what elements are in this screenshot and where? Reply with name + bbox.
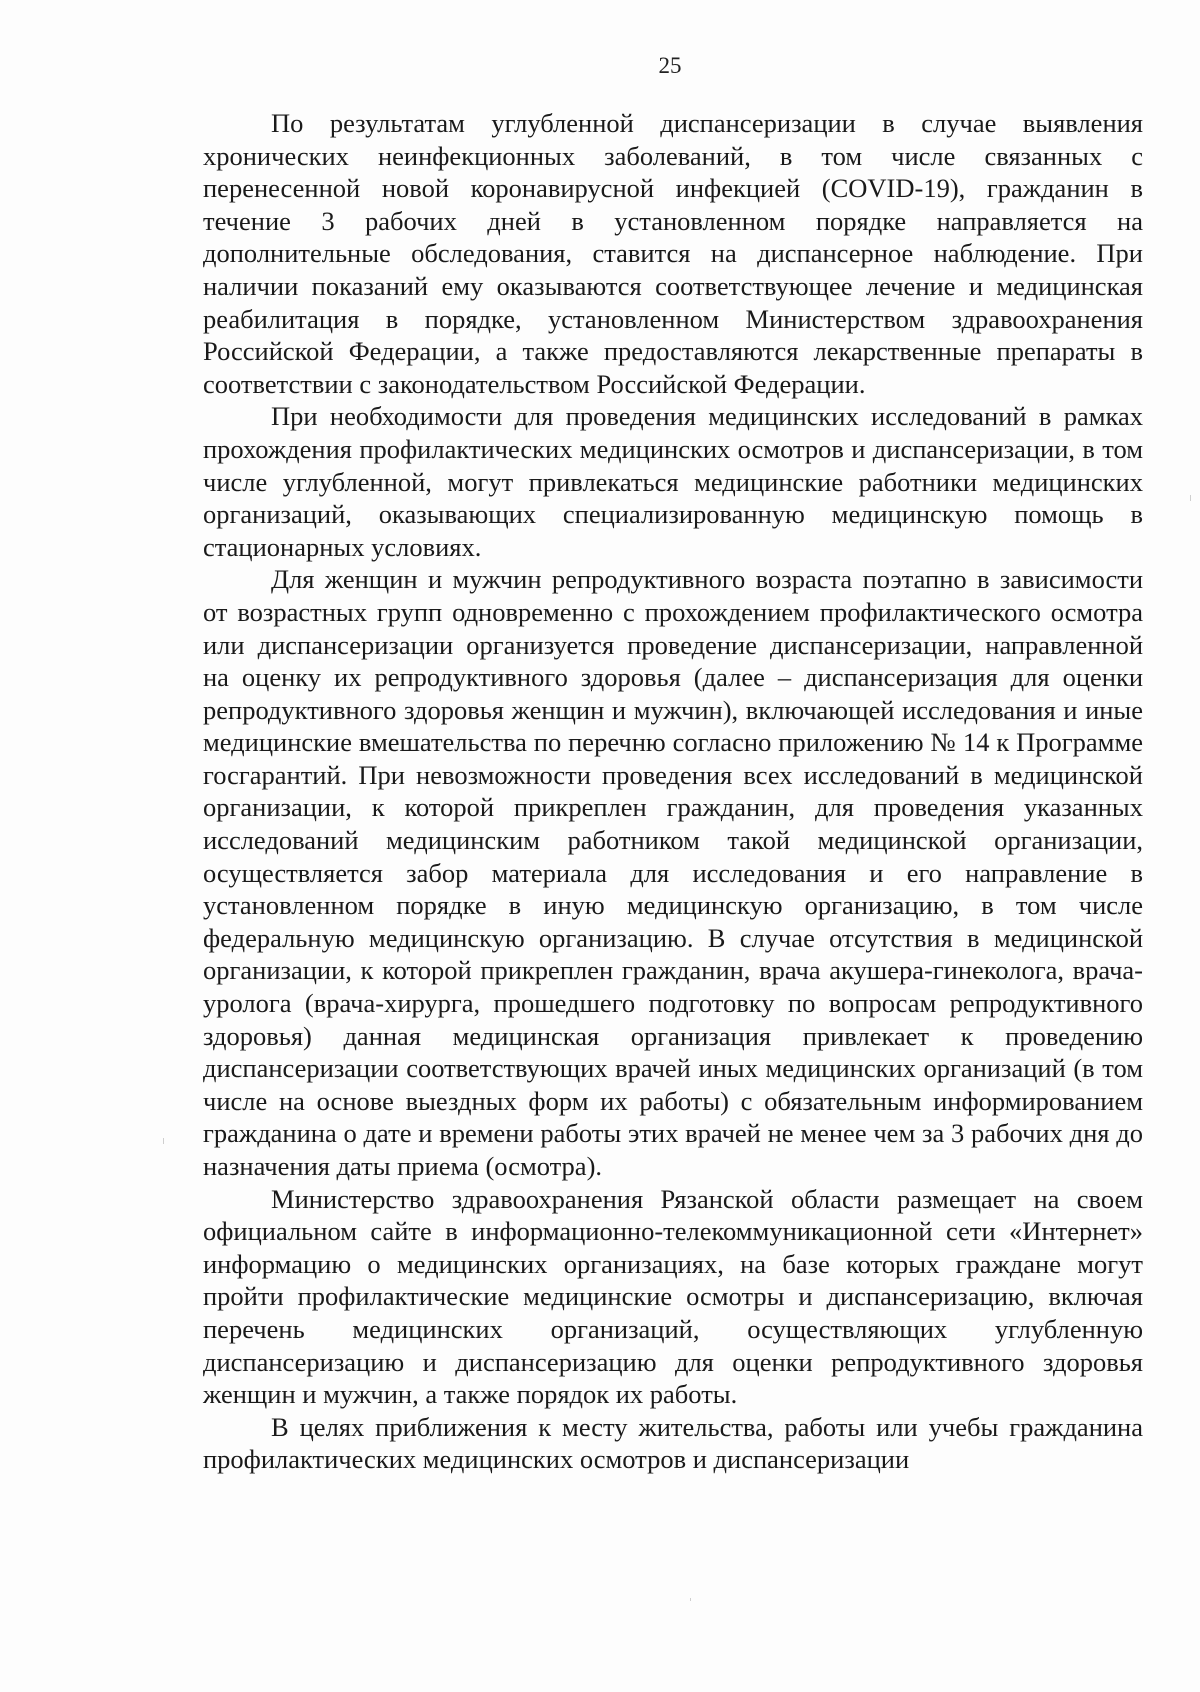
- paragraph-ministry-website: Министерство здравоохранения Рязанской области размещает на своем официальном сайте в информационно-телекоммуникационной сети «Интернет» информацию о медицинских организациях, на базе которых граждане могут пройти профилактические медицинские осмотры и диспансеризацию, включая перечень медицинских организаций, осуществляющих углубленную диспансеризацию и диспансеризацию для оценки репродуктивного здоровья женщин и мужчин, а также порядок их работы.: [203, 1183, 1143, 1410]
- paragraph-deep-screening-results: По результатам углубленной диспансеризации в случае выявления хронических неинфекционных заболеваний, в том числе связанных с перенесенной новой коронавирусной инфекцией (COVID-19), гражданин в течение 3 рабочих дней в установленном порядке направляется на дополнительные обследования, ставится на диспансерное наблюдение. При наличии показаний ему оказываются соответствующее лечение и медицинская реабилитация в порядке, установленном Министерством здравоохранения Российской Федерации, а также предоставляются лекарственные препараты в соответствии с законодательством Российской Федерации.: [203, 108, 1143, 399]
- paragraph-reproductive-health: Для женщин и мужчин репродуктивного возраста поэтапно в зависимости от возрастных групп одновременно с прохождением профилактического осмотра или диспансеризации организуется проведение диспансеризации, направленной на оценку их репродуктивного здоровья (далее – диспансеризация для оценки репродуктивного здоровья женщин и мужчин), включающей исследования и иные медицинские вмешательства по перечню согласно приложению № 14 к Программе госгарантий. При невозможности проведения всех исследований в медицинской организации, к которой прикреплен гражданин, для проведения указанных исследований медицинским работником такой медицинской организации, осуществляется забор материала для исследования и его направление в установленном порядке в иную медицинскую организацию, в том числе федеральную медицинскую организацию. В случае отсутствия в медицинской организации, к которой прикреплен гражданин, врача акушера-гинеколога, врача-уролога (врача-хирурга, прошедшего подготовку по вопросам репродуктивного здоровья) данная медицинская организация привлекает к проведению диспансеризации соответствующих врачей иных медицинских организаций (в том числе на основе выездных форм их работы) с обязательным информированием гражданина о дате и времени работы этих врачей не менее чем за 3 рабочих дня до назначения даты приема (осмотра).: [203, 564, 1143, 1181]
- scan-artifact: [690, 1598, 691, 1601]
- scan-artifact: [163, 1138, 164, 1144]
- scan-artifact: [1190, 495, 1191, 501]
- page-number: 25: [658, 53, 682, 78]
- paragraph-proximity: В целях приближения к месту жительства, работы или учебы гражданина профилактических медицинских осмотров и диспансеризации: [203, 1411, 1143, 1475]
- paragraph-specialized-staff: При необходимости для проведения медицинских исследований в рамках прохождения профилактических медицинских осмотров и диспансеризации, в том числе углубленной, могут привлекаться медицинские работники медицинских организаций, оказывающих специализированную медицинскую помощь в стационарных условиях.: [203, 401, 1143, 562]
- document-body: [203, 107, 1143, 1476]
